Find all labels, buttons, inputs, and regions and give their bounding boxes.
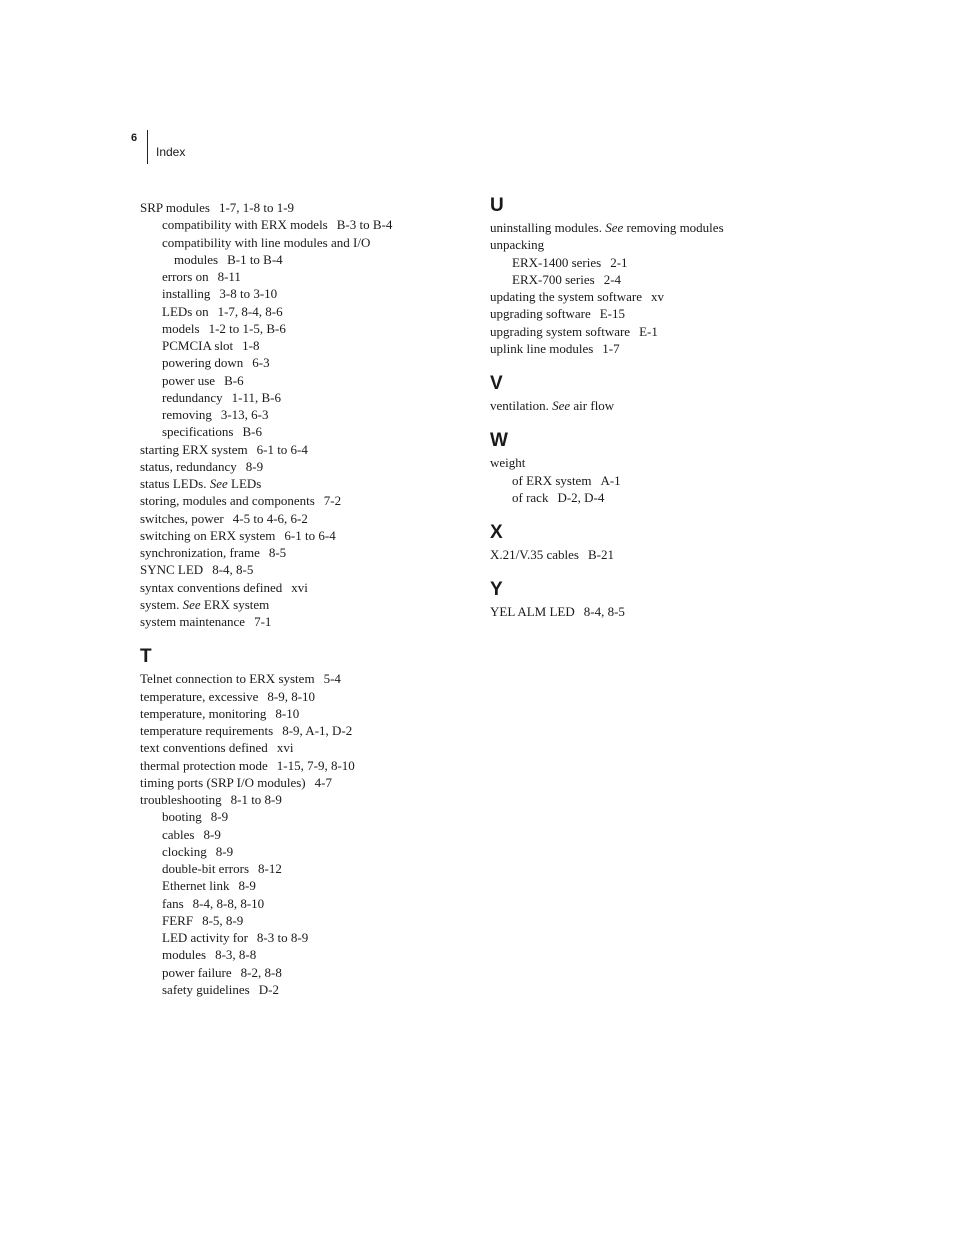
page-reference[interactable]: 8-3, 8-8 [215,947,257,963]
page-reference[interactable]: E-15 [599,306,625,322]
index-term: booting [162,809,202,825]
index-term: specifications [162,424,234,440]
index-term: status, redundancy [140,458,237,474]
page-reference[interactable]: 1-11, B-6 [231,389,281,405]
page-reference[interactable]: 3-8 to 3-10 [219,286,278,302]
index-term: synchronization, frame [140,545,260,560]
index-column-right [490,196,820,621]
index-subentry [490,489,820,506]
index-entry [140,596,480,613]
index-subentry [140,354,480,371]
index-entry [490,305,820,322]
index-letter-heading: W [490,430,508,452]
index-subentry [140,946,480,963]
index-entry [140,774,480,791]
index-entry [140,670,480,687]
page-reference[interactable]: 8-1 to 8-9 [230,792,282,807]
page-reference[interactable]: 8-9, A-1, D-2 [282,723,353,738]
index-letter-heading: Y [490,579,503,601]
page-reference[interactable]: xv [651,289,664,304]
index-term: fans [162,895,184,911]
index-term: syntax conventions defined [140,579,283,595]
index-term: of ERX system [512,472,592,488]
see-reference-label: See [552,398,571,413]
index-subentry [140,216,480,233]
page-reference[interactable]: B-3 to B-4 [336,217,393,233]
index-term: uplink line modules [490,340,594,356]
index-term: double-bit errors [162,861,250,876]
index-term: safety guidelines [162,981,250,997]
index-letter-heading: U [490,195,504,216]
index-term: timing ports (SRP I/O modules) [140,774,306,790]
index-term: removing [162,407,212,422]
see-reference-target[interactable]: LEDs [231,476,262,491]
page-reference[interactable]: B-6 [242,424,262,440]
page-reference[interactable]: xvi [291,579,308,595]
index-term: of rack [512,489,549,505]
index-letter-heading: V [490,373,503,394]
see-reference-label: See [605,220,624,235]
index-entry [140,544,480,561]
index-entry [140,739,480,756]
index-entry [490,454,820,471]
index-term: ERX-1400 series [512,254,602,270]
index-entry [490,340,820,357]
see-reference-target[interactable]: removing modules [626,220,724,235]
index-subentry [140,843,480,860]
see-reference-label: See [182,596,201,612]
index-column-left [140,199,480,998]
index-subentry [140,981,480,998]
page-reference[interactable]: 2-4 [603,271,622,287]
index-subentry [140,808,480,825]
index-term: Telnet connection to ERX system [140,671,315,687]
page-reference[interactable]: 8-5 [268,545,287,560]
page-reference[interactable]: 8-9, 8-10 [267,688,316,704]
index-subentry [140,372,480,389]
index-subentry [140,251,480,268]
index-term: unpacking [490,237,545,253]
page-reference[interactable]: 5-4 [323,671,341,687]
index-subentry [140,303,480,320]
page-reference[interactable]: 8-9 [215,843,234,859]
page-reference[interactable]: E-1 [639,323,658,339]
index-entry [140,199,480,216]
index-entry [490,219,820,236]
index-term: LEDs on [162,303,209,319]
index-term: power failure [162,964,232,980]
index-subentry [140,234,480,251]
index-term: compatibility with line modules and I/O [162,234,371,250]
page-reference[interactable]: B-1 to B-4 [227,251,283,267]
index-term: thermal protection mode [140,757,268,773]
page-reference[interactable]: 4-7 [314,774,332,790]
page-reference[interactable]: B-21 [587,547,614,562]
page-reference[interactable]: 8-2, 8-8 [240,964,282,980]
index-term: temperature, monitoring [140,705,267,721]
page-reference[interactable]: 8-9 [210,809,229,825]
index-subentry [140,406,480,423]
index-term: temperature, excessive [140,688,259,704]
see-reference-label: See [209,476,228,491]
index-subentry [140,389,480,406]
page-reference[interactable]: A-1 [600,472,621,488]
page-reference[interactable]: D-2, D-4 [557,489,605,505]
page-reference[interactable]: 8-9 [245,458,264,474]
page-reference[interactable]: 8-4, 8-8, 8-10 [192,895,265,911]
index-subentry [490,254,820,271]
page-reference[interactable]: 1-8 [242,338,260,353]
page-reference[interactable]: 8-10 [275,705,300,721]
index-term: installing [162,286,211,302]
index-entry [490,323,820,340]
page-reference[interactable]: 1-15, 7-9, 8-10 [276,757,355,773]
page-header [0,0,954,170]
page-reference[interactable]: 8-5, 8-9 [202,912,244,928]
index-entry [140,613,480,630]
page-reference[interactable]: D-2 [258,981,279,997]
index-entry [490,288,820,305]
index-subentry [140,337,480,354]
page-reference[interactable]: 8-3 to 8-9 [256,930,309,945]
index-subentry [140,268,480,285]
index-entry [490,546,820,563]
page-reference[interactable]: 1-7, 8-4, 8-6 [217,303,283,319]
index-entry [140,527,480,544]
page-number: 6 [131,132,138,144]
index-term: ERX-700 series [512,271,595,287]
see-reference-target[interactable]: air flow [573,398,615,413]
index-subentry [140,826,480,843]
page-reference[interactable]: 4-5 to 4-6, 6-2 [232,510,308,526]
index-letter-heading: T [140,646,152,668]
index-term: modules [174,251,219,267]
page-reference[interactable]: 8-9 [203,826,221,842]
index-term: system. [140,596,180,612]
index-term: temperature requirements [140,723,274,738]
index-term: clocking [162,843,207,859]
index-entry [490,603,820,620]
index-term: modules [162,947,207,963]
page-reference[interactable]: 8-9 [238,878,256,894]
index-term: SRP modules [140,200,210,215]
index-entry [140,561,480,578]
page-reference[interactable]: 6-1 to 6-4 [256,441,308,457]
index-term: redundancy [162,389,223,405]
index-entry [140,475,480,492]
index-subentry [140,423,480,440]
index-term: switches, power [140,510,224,526]
header-divider [147,130,148,164]
index-entry [140,757,480,774]
index-term: weight [490,455,526,471]
index-entry [140,705,480,722]
page-reference[interactable]: 8-12 [258,861,282,876]
index-term: text conventions defined [140,740,268,756]
page-reference[interactable]: 3-13, 6-3 [220,407,269,422]
page-reference[interactable]: 8-11 [217,269,241,284]
index-entry [140,458,480,475]
see-reference-target[interactable]: ERX system [203,596,270,612]
index-term: storing, modules and components [140,493,315,509]
page-reference[interactable]: 6-3 [252,355,270,371]
page-reference[interactable]: 1-2 to 1-5, B-6 [208,320,286,336]
index-entry [490,236,820,253]
index-entry [140,492,480,509]
index-subentry [490,271,820,288]
index-entry [140,688,480,705]
page-reference[interactable]: B-6 [224,372,244,388]
index-subentry [140,964,480,981]
index-subentry [490,472,820,489]
index-term: ventilation. [490,398,549,413]
index-subentry [140,912,480,929]
section-title: Index [156,145,186,159]
index-term: SYNC LED [140,562,204,578]
index-term: Ethernet link [162,878,230,894]
index-term: errors on [162,269,209,284]
index-term: upgrading system software [490,323,631,339]
page-reference[interactable]: 7-2 [323,493,342,509]
index-subentry [140,285,480,302]
index-term: starting ERX system [140,441,248,457]
index-term: X.21/V.35 cables [490,547,579,562]
index-term: status LEDs. [140,476,207,491]
index-entry [140,722,480,739]
index-entry [140,441,480,458]
index-term: updating the system software [490,289,642,304]
index-term: compatibility with ERX models [162,217,328,233]
index-term: LED activity for [162,930,248,945]
index-term: switching on ERX system [140,527,276,543]
index-subentry [140,860,480,877]
page-reference[interactable]: 7-1 [254,614,272,629]
index-subentry [140,895,480,912]
index-term: upgrading software [490,306,591,322]
index-term: uninstalling modules. [490,220,602,235]
index-term: FERF [162,912,194,928]
index-term: troubleshooting [140,792,222,807]
index-subentry [140,929,480,946]
index-subentry [140,877,480,894]
index-entry [140,791,480,808]
page-reference[interactable]: 8-4, 8-5 [583,604,625,620]
index-term: PCMCIA slot [162,338,234,353]
index-entry [140,510,480,527]
index-letter-heading: X [490,522,503,543]
index-term: system maintenance [140,614,246,629]
page-reference[interactable]: 1-7, 1-8 to 1-9 [218,200,295,215]
page-reference[interactable]: 8-4, 8-5 [212,562,254,578]
page-reference[interactable]: 2-1 [610,254,628,270]
page-reference[interactable]: 1-7 [602,340,620,356]
index-term: models [162,320,200,336]
page-reference[interactable]: xvi [276,740,294,756]
page-reference[interactable]: 6-1 to 6-4 [284,527,336,543]
index-entry [490,397,820,414]
index-term: powering down [162,355,244,371]
index-subentry [140,320,480,337]
index-entry [140,579,480,596]
index-term: cables [162,826,195,842]
index-term: YEL ALM LED [490,604,575,620]
index-term: power use [162,372,216,388]
